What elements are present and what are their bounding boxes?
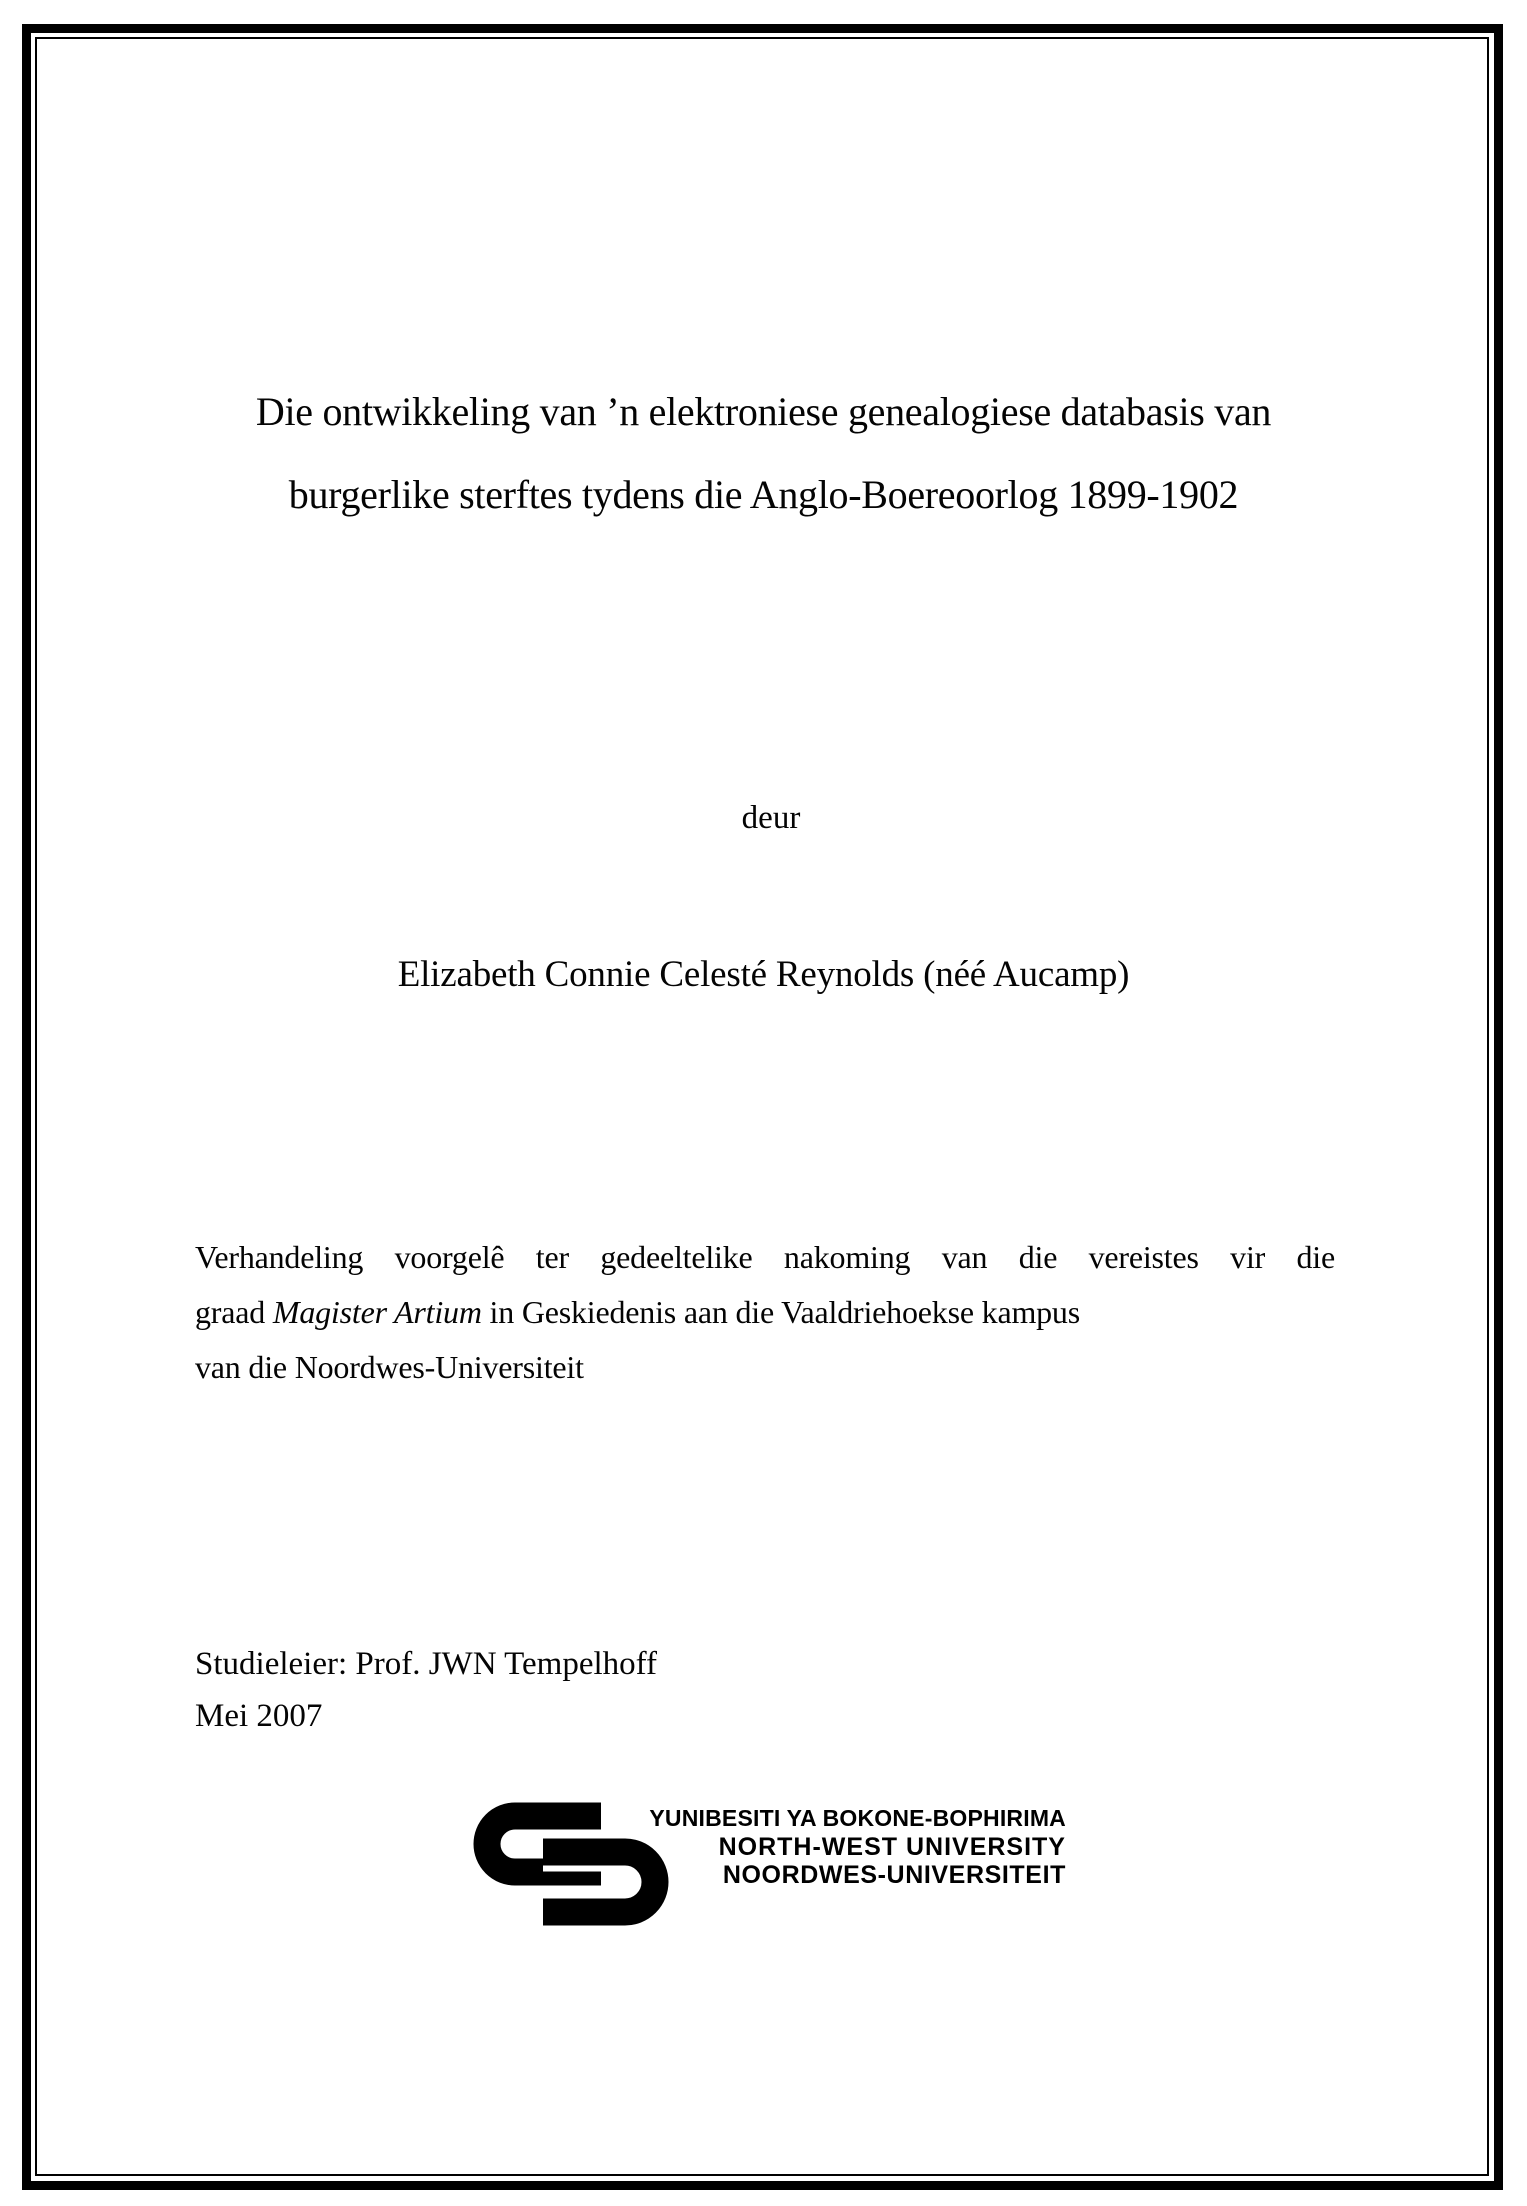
university-logo-text xyxy=(586,1804,1066,1889)
degree-statement-line2 xyxy=(195,1285,1335,1340)
logo-text-afrikaans: NOORDWES-UNIVERSITEIT xyxy=(722,1861,1066,1889)
university-logo xyxy=(473,1797,1073,1937)
byline-deur: deur xyxy=(741,800,801,836)
date-line: Mei 2007 xyxy=(195,1698,323,1734)
logo-text-english: NORTH-WEST UNIVERSITY xyxy=(718,1833,1066,1861)
thesis-title-line2: burgerlike sterftes tydens die Anglo-Boereoorlog 1899-1902 xyxy=(288,472,1239,517)
author-name: Elizabeth Connie Celesté Reynolds (néé Aucamp) xyxy=(397,954,1130,995)
thesis-title-line1: Die ontwikkeling van ’n elektroniese genealogiese databasis van xyxy=(255,389,1272,434)
thesis-title xyxy=(110,390,1417,517)
degree-statement-line2-pre: graad xyxy=(195,1294,273,1330)
logo-text-setswana: YUNIBESITI YA BOKONE-BOPHIRIMA xyxy=(649,1805,1066,1831)
degree-name-italic: Magister Artium xyxy=(272,1294,482,1330)
degree-statement-line3: van die Noordwes-Universiteit xyxy=(195,1349,584,1385)
degree-statement-line1: Verhandeling voorgelê ter gedeeltelike nakoming van die vereistes vir die xyxy=(195,1239,1335,1275)
supervisor-line: Studieleier: Prof. JWN Tempelhoff xyxy=(195,1646,658,1682)
degree-statement xyxy=(195,1230,1335,1395)
supervisor-block xyxy=(195,1638,657,1742)
degree-statement-line2-post: in Geskiedenis aan die Vaaldriehoekse kampus xyxy=(481,1294,1080,1330)
